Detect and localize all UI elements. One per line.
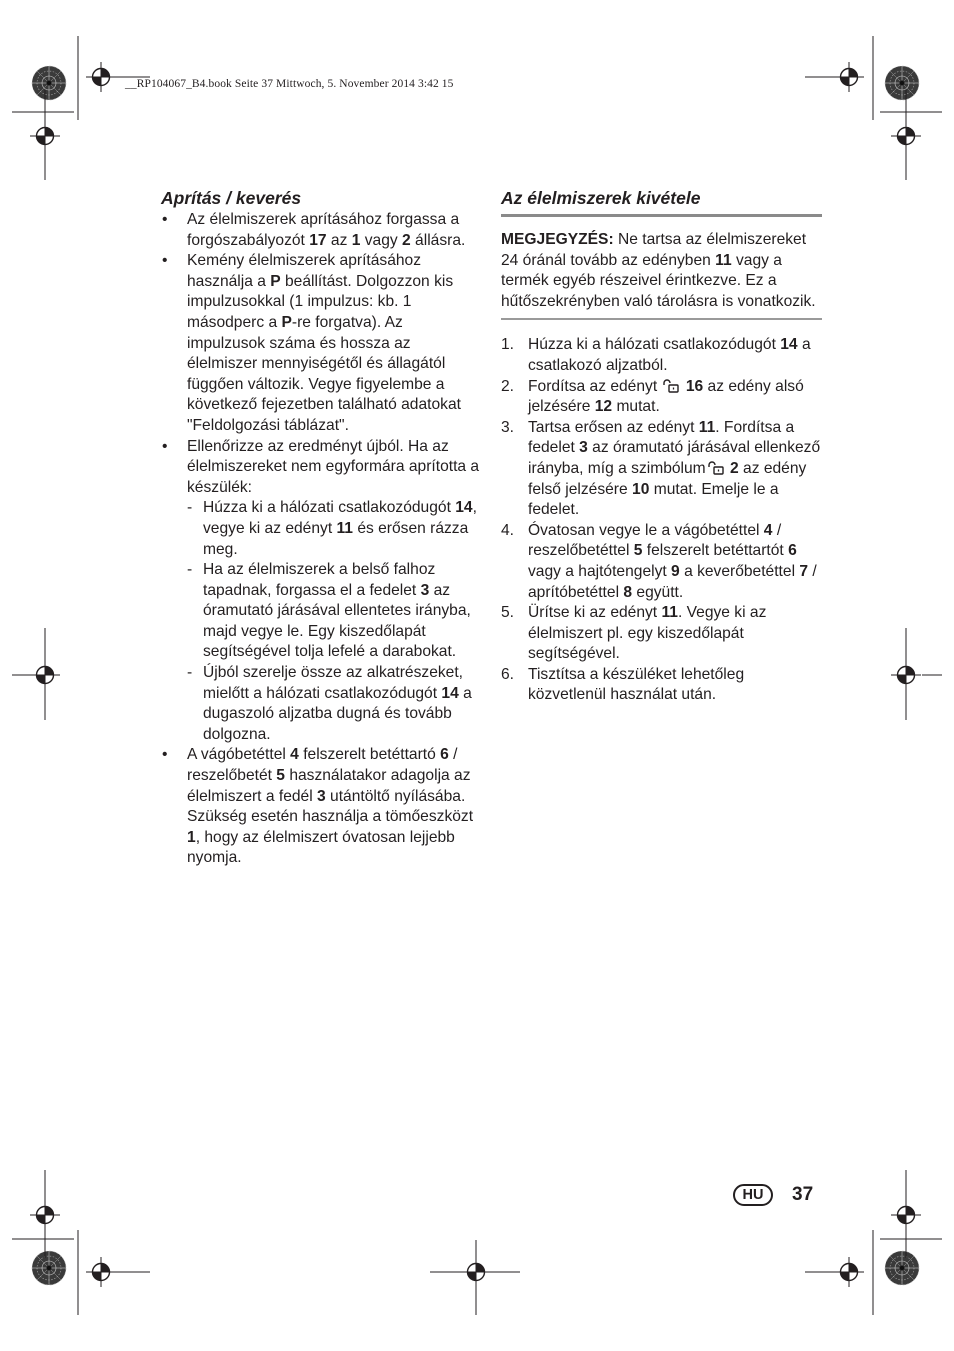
section-heading-removal: Az élelmiszerek kivétele xyxy=(501,188,701,208)
left-column xyxy=(161,187,485,869)
step-item: 3. Tartsa erősen az edényt 11. Fordítsa a fedelet 3 az óramutató járásával ellenkező irányba, míg a szimbólum 2 az edény felső jelzésére 10 mutat. Emelje le a fedelet. xyxy=(501,418,821,519)
step-number: 1. xyxy=(501,336,515,354)
registration-mark-icon xyxy=(86,62,116,92)
dash-marker: - xyxy=(187,561,193,579)
sub-list-item: - Húzza ki a hálózati csatlakozódugót 14, vegye ki az edényt 11 és erősen rázza meg. xyxy=(187,499,477,558)
registration-mark-icon xyxy=(891,660,921,690)
heading-divider xyxy=(501,214,822,217)
registration-mark-icon xyxy=(86,1257,116,1287)
step-number: 2. xyxy=(501,377,515,395)
color-target-icon xyxy=(32,1251,66,1285)
chopping-instructions xyxy=(161,210,485,869)
list-item: • Ellenőrizze az eredményt újból. Ha az élelmiszereket nem egyformára aprította a készülék: - Húzza ki a hálózati csatlakozódugót 14, vegye ki az edényt 11 és erősen rázza meg. - Ha az élelmiszerek a belső falhoz tapadnak, forgassa el a fedelet 3 az óramutató járásával ellentetes irányba, majd vegye le. Egy kiszedőlapát segítségével tolja lefelé a darabokat. - Újból szerelje össze az alkatrészeket, mielőtt a hálózati csatlakozódugót 14 a dugaszoló aljzatba dugná és tovább dolgozna. xyxy=(161,437,485,746)
removal-steps xyxy=(501,335,823,706)
sub-list xyxy=(187,498,485,745)
color-target-icon xyxy=(885,1251,919,1285)
registration-mark-icon xyxy=(461,1257,491,1287)
list-item: • A vágóbetéttel 4 felszerelt betéttartó 6 / reszelőbetét 5 használatakor adagolja az élelmiszert a fedél 3 utántöltő nyílásába. Szükség esetén használja a tömőeszközt 1, hogy az élelmiszert óvatosan lejjebb nyomja. xyxy=(162,746,474,867)
registration-mark-icon xyxy=(30,121,60,151)
page-footer xyxy=(733,1184,813,1206)
sub-list-item: - Ha az élelmiszerek a belső falhoz tapadnak, forgassa el a fedelet 3 az óramutató járásával ellentetes irányba, majd vegye le. Egy kiszedőlapát segítségével tolja lefelé a darabokat. xyxy=(187,561,471,661)
step-number: 5. xyxy=(501,604,515,622)
color-target-icon xyxy=(885,66,919,100)
list-item: • Az élelmiszerek aprításához forgassa a forgószabályozót 17 az 1 vagy 2 állásra. xyxy=(162,211,466,249)
bullet-marker: • xyxy=(162,211,168,228)
note-divider xyxy=(501,318,822,320)
section-heading-chopping: Aprítás / keverés xyxy=(161,188,302,208)
print-imprint: __RP104067_B4.book Seite 37 Mittwoch, 5. November 2014 3:42 15 xyxy=(125,78,454,90)
lock-symbol-icon xyxy=(661,378,681,394)
sub-list-item: - Újból szerelje össze az alkatrészeket, mielőtt a hálózati csatlakozódugót 14 a dugaszoló aljzatba dugná és tovább dolgozna. xyxy=(187,664,472,743)
bullet-marker: • xyxy=(162,252,168,270)
color-target-icon xyxy=(32,66,66,100)
list-item: • Kemény élelmiszerek aprításához használja a P beállítást. Dolgozzon kis impulzusokkal (1 impulzus: kb. 1 másodperc a P-re forgatva). Az impulzusok száma és hossza az élelmiszer mennyiségétől és állagától függően változik. Vegye figyelembe a következő fejezetben található adatokat "Feldolgozási táblázat". xyxy=(162,252,461,434)
note-label: MEGJEGYZÉS: xyxy=(501,231,614,248)
dash-marker: - xyxy=(187,499,193,517)
step-item: 4. Óvatosan vegye le a vágóbetéttel 4 / reszelőbetéttel 5 felszerelt betéttartót 6 vagy a hajtótengelyt 9 a keverőbetéttel 7 / aprítóbetéttel 8 együtt. xyxy=(501,521,817,601)
step-item: 5. Ürítse ki az edényt 11. Vegye ki az élelmiszert pl. egy kiszedőlapát segítségével. xyxy=(501,604,767,663)
page-number: 37 xyxy=(792,1184,814,1205)
step-item: 6. Tisztítsa a készüléket lehetőleg közvetlenül használat után. xyxy=(501,665,745,704)
note-block: MEGJEGYZÉS: Ne tartsa az élelmiszereket 24 óránál tovább az edényben 11 vagy a termék egyéb részeivel érintkezve. Ez a hűtőszekrényben való tárolásra is vonatkozik. xyxy=(501,231,816,310)
registration-mark-icon xyxy=(891,121,921,151)
step-number: 3. xyxy=(501,418,515,436)
right-column xyxy=(501,187,823,706)
registration-mark-icon xyxy=(30,660,60,690)
step-number: 4. xyxy=(501,521,515,539)
step-number: 6. xyxy=(501,665,515,683)
registration-mark-icon xyxy=(834,62,864,92)
registration-mark-icon xyxy=(30,1200,60,1230)
dash-marker: - xyxy=(187,664,193,682)
language-badge: HU xyxy=(733,1184,773,1206)
step-item: 1. Húzza ki a hálózati csatlakozódugót 14 a csatlakozó aljzatból. xyxy=(501,336,811,374)
lock-symbol-icon xyxy=(706,460,726,476)
registration-mark-icon xyxy=(891,1200,921,1230)
bullet-marker: • xyxy=(162,437,168,455)
step-item: 2. Fordítsa az edényt 16 az edény alsó jelzésére 12 mutat. xyxy=(501,377,804,416)
bullet-marker: • xyxy=(162,746,168,764)
registration-mark-icon xyxy=(834,1257,864,1287)
